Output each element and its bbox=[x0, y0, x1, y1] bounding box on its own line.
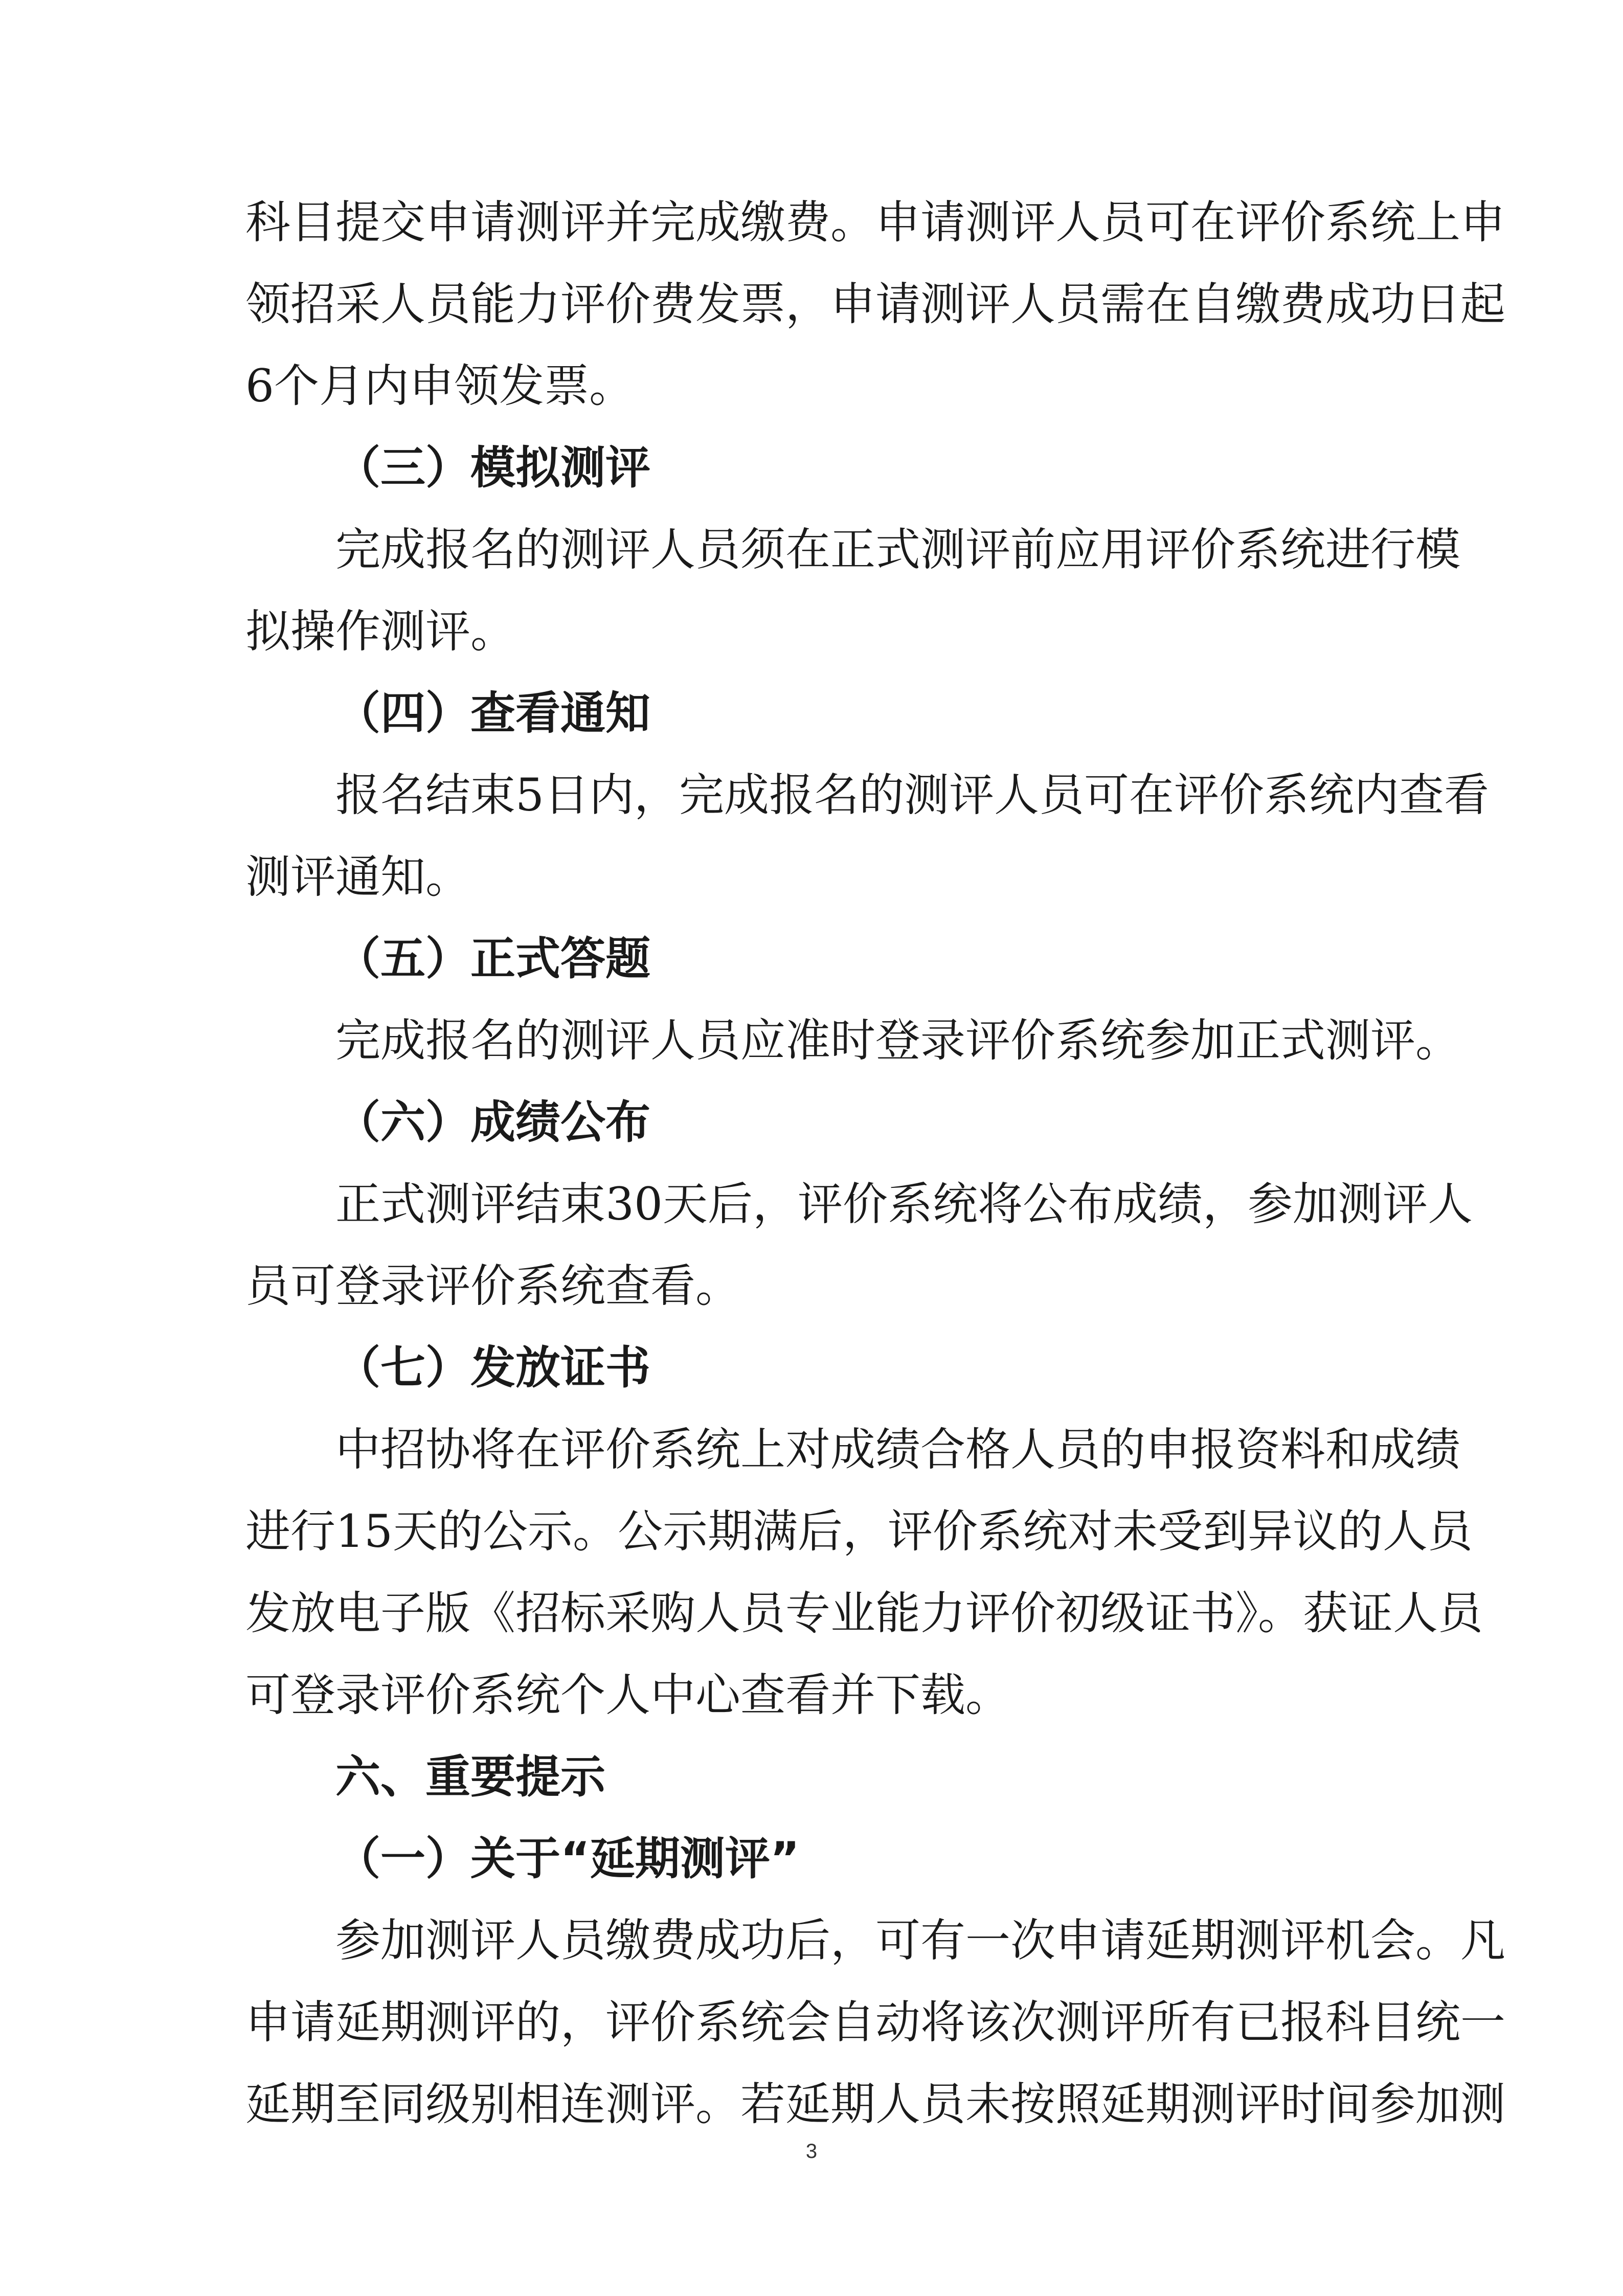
paragraph-line: 参加测评人员缴费成功后，可有一次申请延期测评机会。凡 bbox=[335, 1914, 1506, 1967]
paragraph-line: 测评通知。 bbox=[245, 850, 471, 903]
section-heading-formal-answer: （五）正式答题 bbox=[335, 932, 651, 985]
paragraph-line: 中招协将在评价系统上对成绩合格人员的申报资料和成绩 bbox=[335, 1423, 1461, 1476]
paragraph-line: 科目提交申请测评并完成缴费。申请测评人员可在评价系统上申 bbox=[245, 196, 1506, 249]
paragraph-line: 拟操作测评。 bbox=[245, 605, 516, 658]
paragraph-line: 申请延期测评的，评价系统会自动将该次测评所有已报科目统一 bbox=[245, 1996, 1506, 2049]
paragraph-line: 员可登录评价系统查看。 bbox=[245, 1259, 741, 1312]
paragraph-line: 报名结束5日内，完成报名的测评人员可在评价系统内查看 bbox=[335, 769, 1489, 821]
section-heading-score-release: （六）成绩公布 bbox=[335, 1096, 651, 1149]
paragraph-line: 发放电子版《招标采购人员专业能力评价初级证书》。获证人员 bbox=[245, 1587, 1483, 1639]
chapter-heading-important-notes: 六、重要提示 bbox=[335, 1750, 606, 1803]
section-heading-view-notice: （四）查看通知 bbox=[335, 687, 651, 739]
section-heading-issue-certificate: （七）发放证书 bbox=[335, 1341, 651, 1394]
paragraph-line: 正式测评结束30天后，评价系统将公布成绩，参加测评人 bbox=[335, 1178, 1473, 1230]
paragraph-line: 进行15天的公示。公示期满后，评价系统对未受到异议的人员 bbox=[245, 1505, 1473, 1558]
paragraph-line: 领招采人员能力评价费发票，申请测评人员需在自缴费成功日起 bbox=[245, 278, 1506, 330]
section-heading-deferred-test: （一）关于“延期测评” bbox=[335, 1832, 800, 1885]
paragraph-line: 6个月内申领发票。 bbox=[245, 359, 634, 412]
page-number: 3 bbox=[805, 2140, 818, 2163]
paragraph-line: 可登录评价系统个人中心查看并下载。 bbox=[245, 1669, 1011, 1721]
section-heading-simulated-test: （三）模拟测评 bbox=[335, 441, 651, 494]
paragraph-line: 完成报名的测评人员须在正式测评前应用评价系统进行模 bbox=[335, 523, 1461, 576]
paragraph-line: 完成报名的测评人员应准时登录评价系统参加正式测评。 bbox=[335, 1014, 1461, 1067]
paragraph-line: 延期至同级别相连测评。若延期人员未按照延期测评时间参加测 bbox=[245, 2078, 1506, 2130]
